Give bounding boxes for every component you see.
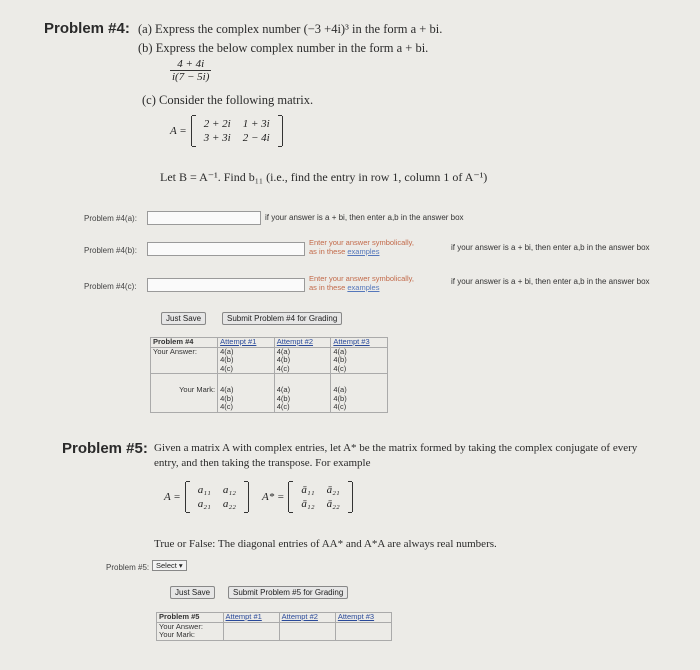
matrix-cell: 3 + 3i (203, 132, 231, 144)
attempt-3-link[interactable]: Attempt #3 (335, 613, 391, 623)
label-4b: Problem #4(b): (84, 246, 137, 255)
problem-4b-text: (b) Express the below complex number in the form a + bi. (138, 41, 429, 55)
fraction-denominator: i(7 − 5i) (172, 71, 210, 83)
note-4b: if your answer is a + bi, then enter a,b in the answer box (451, 243, 650, 252)
problem-5-line2: entry, and then taking the transpose. For example (154, 457, 371, 469)
note-4a: if your answer is a + bi, then enter a,b in the answer box (265, 213, 464, 222)
matrix-cell: ā₁₁ (301, 484, 315, 496)
submit-problem-4-button[interactable]: Submit Problem #4 for Grading (222, 312, 342, 325)
just-save-button-p5[interactable]: Just Save (170, 586, 215, 599)
matrix-cell: ā₂₂ (326, 498, 340, 510)
hint-line2: as in these (309, 283, 346, 292)
table-cell: 4(a) 4(b) 4(c) (274, 374, 331, 413)
table-cell: 4(a) 4(b) 4(c) (331, 347, 388, 374)
answer-4b-input[interactable] (147, 242, 305, 256)
table-head: Problem #4 (151, 338, 218, 348)
examples-link-4c[interactable]: examples (347, 283, 380, 292)
answer-4a-input[interactable] (147, 211, 261, 225)
attempt-1-link[interactable]: Attempt #1 (218, 338, 275, 348)
note-4c: if your answer is a + bi, then enter a,b in the answer box (451, 277, 650, 286)
fraction (170, 58, 211, 83)
problem-4c-let-text: Let B = A⁻¹. Find b₁₁ (i.e., find the entry in row 1, column 1 of A⁻¹) (160, 170, 488, 184)
table-cell (223, 622, 279, 640)
attempts-table-p5 (156, 612, 392, 641)
problem-4c-text: (c) Consider the following matrix. (142, 93, 314, 107)
matrix-cell: ā₂₁ (326, 484, 340, 496)
problem-5-title: Problem #5: (62, 440, 148, 457)
matrix-cell: a₁₁ (197, 484, 211, 496)
table-cell (279, 622, 335, 640)
label-4a: Problem #4(a): (84, 214, 137, 223)
problem-4-title: Problem #4: (44, 20, 130, 37)
table-cell: 4(a) 4(b) 4(c) (274, 347, 331, 374)
submit-problem-5-button[interactable]: Submit Problem #5 for Grading (228, 586, 348, 599)
fraction-numerator: 4 + 4i (170, 58, 211, 71)
matrix-a (170, 116, 283, 146)
matrix-label: A = (164, 491, 181, 503)
table-cell: 4(a) 4(b) 4(c) (218, 374, 275, 413)
hint-line1: Enter your answer symbolically, (309, 238, 414, 247)
problem-5-tf-text: True or False: The diagonal entries of AA* and A*A are always real numbers. (154, 538, 497, 550)
label-4c: Problem #4(c): (84, 282, 137, 291)
hint-line2: as in these (309, 247, 346, 256)
problem-4a-text: (a) Express the complex number (−3 +4i)³ in the form a + bi. (138, 22, 443, 36)
matrix-cell: 2 + 2i (203, 118, 231, 130)
true-false-select[interactable]: Select ▾ (152, 560, 187, 571)
matrix-a-star (262, 482, 353, 512)
table-head: Problem #5 (157, 613, 224, 623)
row-label: Your Answer: (151, 347, 218, 374)
matrix-cell: a₂₂ (222, 498, 237, 510)
hint-4c (309, 274, 414, 292)
matrix-label: A* = (262, 491, 285, 503)
attempt-3-link[interactable]: Attempt #3 (331, 338, 388, 348)
attempts-table-p4 (150, 337, 388, 413)
attempt-2-link[interactable]: Attempt #2 (274, 338, 331, 348)
row-label: Your Mark: (151, 374, 218, 413)
matrix-cell: a₂₁ (197, 498, 211, 510)
table-cell (335, 622, 391, 640)
attempt-2-link[interactable]: Attempt #2 (279, 613, 335, 623)
answer-4c-input[interactable] (147, 278, 305, 292)
attempt-1-link[interactable]: Attempt #1 (223, 613, 279, 623)
table-cell: 4(a) 4(b) 4(c) (331, 374, 388, 413)
examples-link-4b[interactable]: examples (347, 247, 380, 256)
label-5: Problem #5: (106, 563, 150, 572)
table-cell: 4(a) 4(b) 4(c) (218, 347, 275, 374)
hint-line1: Enter your answer symbolically, (309, 274, 414, 283)
hint-4b (309, 238, 414, 256)
matrix-a-example (164, 482, 249, 512)
just-save-button-p4[interactable]: Just Save (161, 312, 206, 325)
problem-5-line1: Given a matrix A with complex entries, let A* be the matrix formed by taking the complex conjugate of every (154, 442, 638, 454)
matrix-cell: a₁₂ (222, 484, 237, 496)
matrix-cell: ā₁₂ (301, 498, 315, 510)
matrix-cell: 1 + 3i (242, 118, 270, 130)
row-label: Your Answer: Your Mark: (157, 622, 224, 640)
matrix-cell: 2 − 4i (242, 132, 270, 144)
matrix-a-label: A = (170, 125, 187, 137)
